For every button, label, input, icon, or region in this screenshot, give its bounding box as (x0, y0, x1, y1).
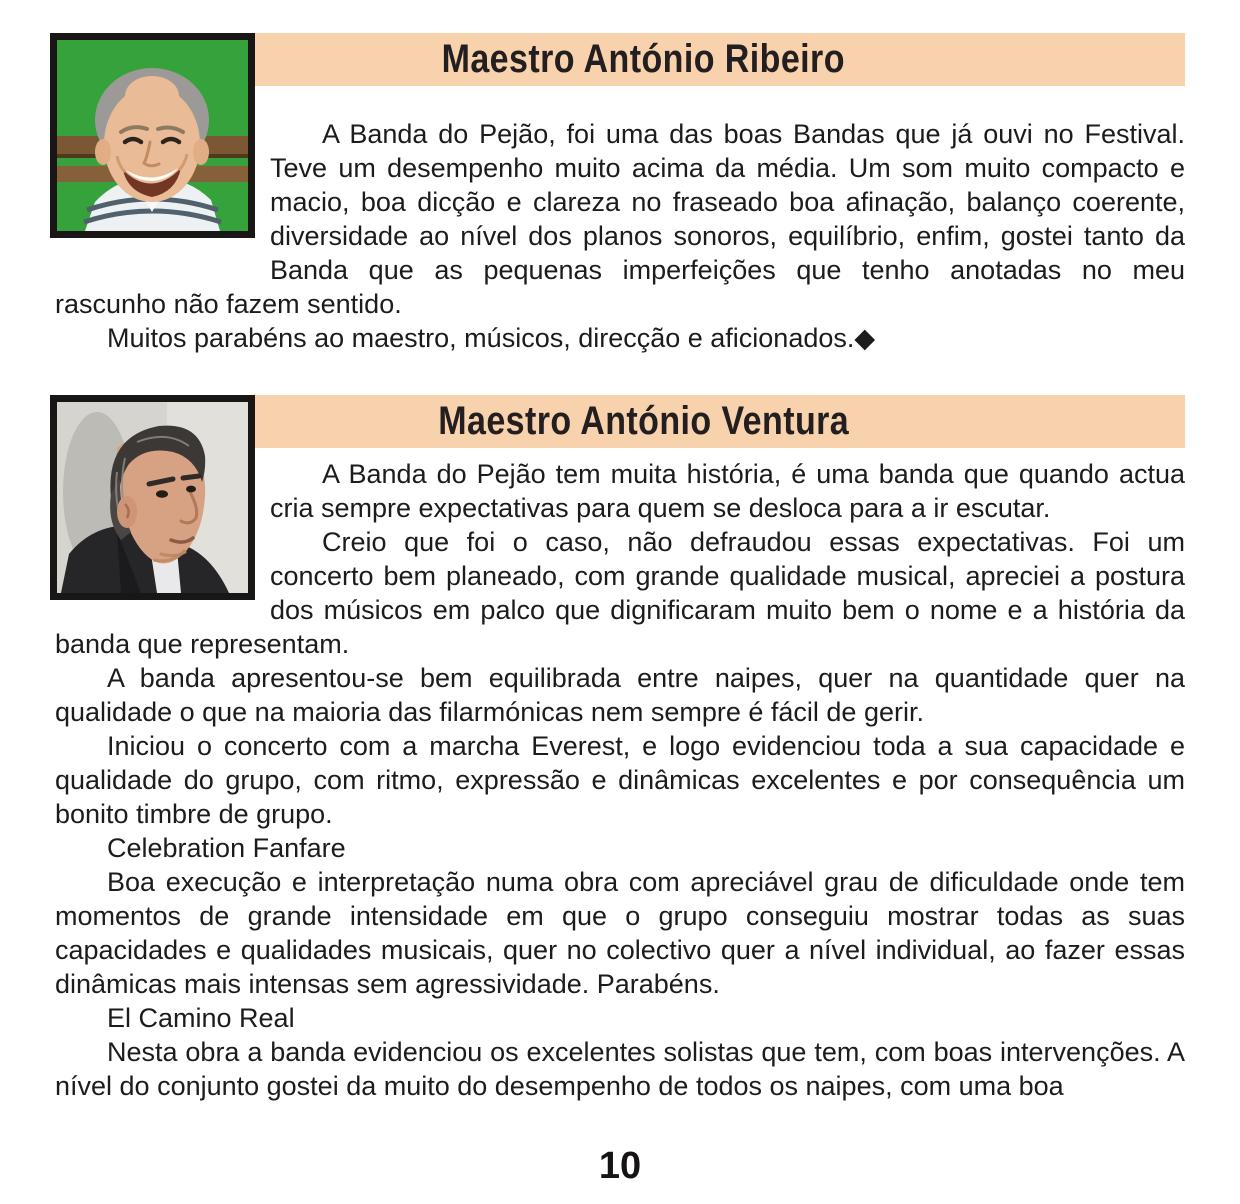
review-paragraph: El Camino Real (107, 1003, 295, 1033)
review-section-ventura (55, 395, 1185, 1103)
portrait-illustration-ribeiro (57, 40, 248, 231)
review-paragraph: Nesta obra a banda evidenciou os excelentes solistas que tem, com boas intervenções. A nível do conjunto gostei da muito do desempenho de todos os naipes, com uma boa (55, 1037, 1185, 1101)
section-title: Maestro António Ribeiro (441, 37, 846, 81)
review-paragraph: Muitos parabéns ao maestro, músicos, direcção e aficionados.◆ (107, 323, 876, 353)
review-paragraph: A Banda do Pejão tem muita história, é uma banda que quando actua cria sempre expectativas para quem se desloca para a ir escutar. (270, 459, 1185, 523)
review-paragraph: A Banda do Pejão, foi uma das boas Bandas que já ouvi no Festival. Teve um desempenho muito acima da média. Um som muito compacto e macio, boa dicção e clareza no fraseado boa afinação, balanço coerente, diversidade ao nível dos planos sonoros, equilíbrio, enfim, gostei tanto da Banda que as pequenas imperfeições que tenho anotadas no meu rascunho não fazem sentido. (55, 119, 1185, 319)
maestro-ventura-photo (50, 395, 255, 600)
maestro-ribeiro-photo (50, 33, 255, 238)
section-title: Maestro António Ventura (438, 399, 849, 443)
review-paragraph: A banda apresentou-se bem equilibrada entre naipes, quer na quantidade quer na qualidade o que na maioria das filarmónicas nem sempre é fácil de gerir. (55, 663, 1185, 727)
review-paragraph: Celebration Fanfare (107, 833, 346, 863)
portrait-illustration-ventura (57, 402, 248, 593)
review-paragraph: Boa execução e interpretação numa obra com apreciável grau de dificuldade onde tem momentos de grande intensidade em que o grupo conseguiu mostrar todas as suas capacidades e qualidades musicais, quer no colectivo quer a nível individual, ao fazer essas dinâmicas mais intensas sem agressividade. Parabéns. (55, 867, 1185, 999)
page-number: 10 (598, 1145, 642, 1187)
review-paragraph: Creio que foi o caso, não defraudou essas expectativas. Foi um concerto bem planeado, com grande qualidade musical, apreciei a postura dos músicos em palco que dignificaram muito bem o nome e a história da banda que representam. (55, 527, 1185, 659)
review-paragraph: Iniciou o concerto com a marcha Everest, e logo evidenciou toda a sua capacidade e qualidade do grupo, com ritmo, expressão e dinâmicas excelentes e por consequência um bonito timbre de grupo. (55, 731, 1185, 829)
review-section-ribeiro (55, 33, 1185, 355)
